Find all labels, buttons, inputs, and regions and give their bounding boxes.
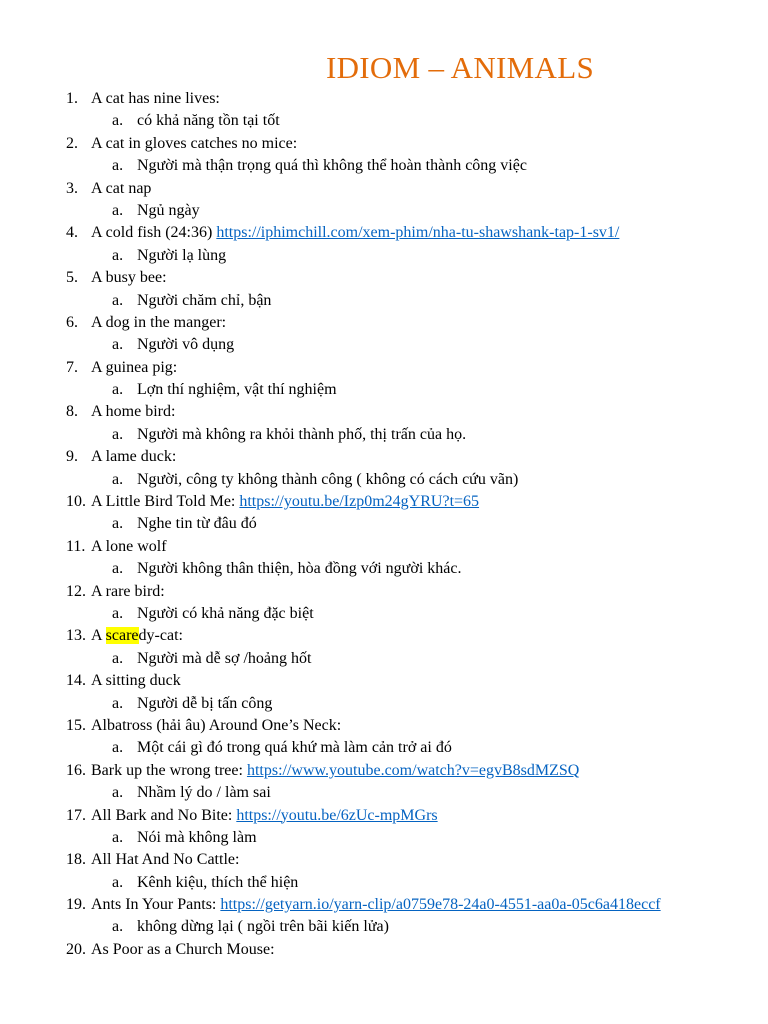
idiom-link[interactable]: https://iphimchill.com/xem-phim/nha-tu-shawshank-tap-1-sv1/ — [216, 224, 620, 242]
idiom-text: A cat nap — [91, 179, 152, 197]
item-number: 17. — [66, 806, 86, 824]
idiom-link[interactable]: https://youtu.be/6zUc-mpMGrs — [236, 806, 438, 824]
item-number: 4. — [66, 224, 78, 242]
item-number: 20. — [66, 940, 86, 958]
meaning-item — [0, 827, 768, 849]
meaning-item — [0, 558, 768, 580]
meaning-item — [0, 737, 768, 759]
idiom-text: A Little Bird Told Me: https://youtu.be/Izp0m24gYRU?t=65 — [91, 493, 480, 511]
item-number: 11. — [66, 537, 86, 555]
meaning-marker: a. — [112, 873, 124, 891]
list-item — [0, 133, 768, 155]
meaning-item — [0, 424, 768, 446]
meaning-marker: a. — [112, 515, 124, 533]
list-item — [0, 849, 768, 871]
meaning-marker: a. — [112, 560, 124, 578]
item-number: 2. — [66, 134, 78, 152]
list-item — [0, 401, 768, 423]
list-item — [0, 581, 768, 603]
meaning-text: Người mà không ra khỏi thành phố, thị trấn của họ. — [137, 425, 467, 443]
meaning-marker: a. — [112, 784, 124, 802]
meaning-marker: a. — [112, 918, 124, 936]
item-number: 9. — [66, 448, 78, 466]
meaning-marker: a. — [112, 291, 124, 309]
meaning-text: có khả năng tồn tại tốt — [137, 112, 280, 130]
item-number: 6. — [66, 313, 78, 331]
meaning-text: Người không thân thiện, hòa đồng với người khác. — [137, 560, 462, 578]
meaning-marker: a. — [112, 112, 124, 130]
list-item — [0, 446, 768, 468]
item-number: 5. — [66, 269, 78, 287]
meaning-marker: a. — [112, 694, 124, 712]
meaning-text: Nói mà không làm — [137, 828, 257, 846]
meaning-item — [0, 603, 768, 625]
meaning-item — [0, 693, 768, 715]
list-item — [0, 625, 768, 647]
idiom-text: All Hat And No Cattle: — [91, 851, 240, 869]
idiom-link[interactable]: https://www.youtube.com/watch?v=egvB8sdMZSQ — [246, 761, 580, 779]
list-item — [0, 536, 768, 558]
list-item — [0, 491, 768, 513]
list-item — [0, 939, 768, 961]
item-number: 10. — [66, 493, 86, 511]
meaning-item — [0, 782, 768, 804]
item-number: 7. — [66, 358, 78, 376]
idiom-link[interactable]: https://getyarn.io/yarn-clip/a0759e78-24a0-4551-aa0a-05c6a418eccf — [220, 896, 661, 914]
idiom-text: A rare bird: — [91, 582, 165, 600]
meaning-marker: a. — [112, 381, 124, 399]
list-item — [0, 894, 768, 916]
meaning-marker: a. — [112, 828, 124, 846]
meaning-item — [0, 379, 768, 401]
item-number: 18. — [66, 851, 86, 869]
meaning-item — [0, 872, 768, 894]
idiom-text: Albatross (hải âu) Around One’s Neck: — [91, 716, 342, 734]
idiom-link[interactable]: https://youtu.be/Izp0m24gYRU?t=65 — [239, 493, 480, 511]
meaning-text: Người lạ lùng — [137, 246, 227, 264]
idiom-text: A guinea pig: — [91, 358, 178, 376]
list-item — [0, 805, 768, 827]
list-item — [0, 267, 768, 289]
meaning-marker: a. — [112, 157, 124, 175]
meaning-text: Người mà dễ sợ /hoảng hốt — [137, 649, 312, 667]
meaning-text: Một cái gì đó trong quá khứ mà làm cản trở ai đó — [137, 739, 452, 757]
idiom-text: Ants In Your Pants: https://getyarn.io/yarn-clip/a0759e78-24a0-4551-aa0a-05c6a418eccf — [91, 896, 661, 914]
meaning-text: Người, công ty không thành công ( không có cách cứu vãn) — [137, 470, 519, 488]
idiom-text: As Poor as a Church Mouse: — [91, 940, 275, 958]
idiom-list — [0, 88, 768, 961]
idiom-text: A cat in gloves catches no mice: — [91, 134, 298, 152]
meaning-marker: a. — [112, 425, 124, 443]
idiom-text: A dog in the manger: — [91, 313, 227, 331]
page-title: IDIOM – ANIMALS — [326, 50, 594, 85]
list-item — [0, 715, 768, 737]
idiom-text: A home bird: — [91, 403, 176, 421]
meaning-item — [0, 916, 768, 938]
item-number: 8. — [66, 403, 78, 421]
meaning-item — [0, 648, 768, 670]
meaning-item — [0, 110, 768, 132]
item-number: 16. — [66, 761, 86, 779]
meaning-item — [0, 334, 768, 356]
idiom-text: A cat has nine lives: — [91, 90, 220, 107]
meaning-marker: a. — [112, 336, 124, 354]
meaning-text: Nhầm lý do / làm sai — [137, 784, 271, 802]
item-number: 15. — [66, 716, 86, 734]
idiom-text: A sitting duck — [91, 672, 181, 690]
meaning-marker: a. — [112, 201, 124, 219]
meaning-marker: a. — [112, 246, 124, 264]
idiom-text: A scaredy-cat: — [91, 627, 183, 645]
meaning-marker: a. — [112, 604, 124, 622]
list-item — [0, 222, 768, 244]
meaning-text: Kênh kiệu, thích thể hiện — [137, 873, 299, 891]
meaning-text: không dừng lại ( ngồi trên bãi kiến lửa) — [137, 918, 389, 936]
idiom-text: Bark up the wrong tree: https://www.youtube.com/watch?v=egvB8sdMZSQ — [91, 761, 580, 779]
list-item — [0, 178, 768, 200]
item-number: 12. — [66, 582, 86, 600]
meaning-item — [0, 245, 768, 267]
meaning-item — [0, 200, 768, 222]
meaning-marker: a. — [112, 649, 124, 667]
idiom-text: A busy bee: — [91, 269, 167, 287]
item-number: 3. — [66, 179, 78, 197]
meaning-item — [0, 513, 768, 535]
meaning-item — [0, 155, 768, 177]
list-item — [0, 760, 768, 782]
idiom-text: A lame duck: — [91, 448, 177, 466]
meaning-item — [0, 469, 768, 491]
idiom-text: A cold fish (24:36) https://iphimchill.com/xem-phim/nha-tu-shawshank-tap-1-sv1/ — [91, 224, 620, 242]
meaning-text: Ngủ ngày — [137, 201, 200, 219]
meaning-text: Người vô dụng — [137, 336, 235, 354]
list-item — [0, 88, 768, 110]
list-item — [0, 312, 768, 334]
idiom-text: All Bark and No Bite: https://youtu.be/6zUc-mpMGrs — [91, 806, 438, 824]
meaning-text: Người có khả năng đặc biệt — [137, 604, 314, 622]
list-item — [0, 670, 768, 692]
meaning-text: Lợn thí nghiệm, vật thí nghiệm — [137, 381, 337, 399]
meaning-marker: a. — [112, 739, 124, 757]
idiom-text: A lone wolf — [91, 537, 167, 555]
meaning-text: Người chăm chỉ, bận — [137, 291, 272, 309]
meaning-marker: a. — [112, 470, 124, 488]
highlighted-text: scare — [105, 627, 139, 645]
item-number: 1. — [66, 90, 78, 107]
meaning-text: Người dễ bị tấn công — [137, 694, 273, 712]
list-item — [0, 357, 768, 379]
meaning-text: Nghe tin từ đâu đó — [137, 515, 257, 533]
item-number: 13. — [66, 627, 86, 645]
item-number: 19. — [66, 896, 86, 914]
meaning-text: Người mà thận trọng quá thì không thể hoàn thành công việc — [137, 157, 527, 175]
item-number: 14. — [66, 672, 86, 690]
meaning-item — [0, 290, 768, 312]
